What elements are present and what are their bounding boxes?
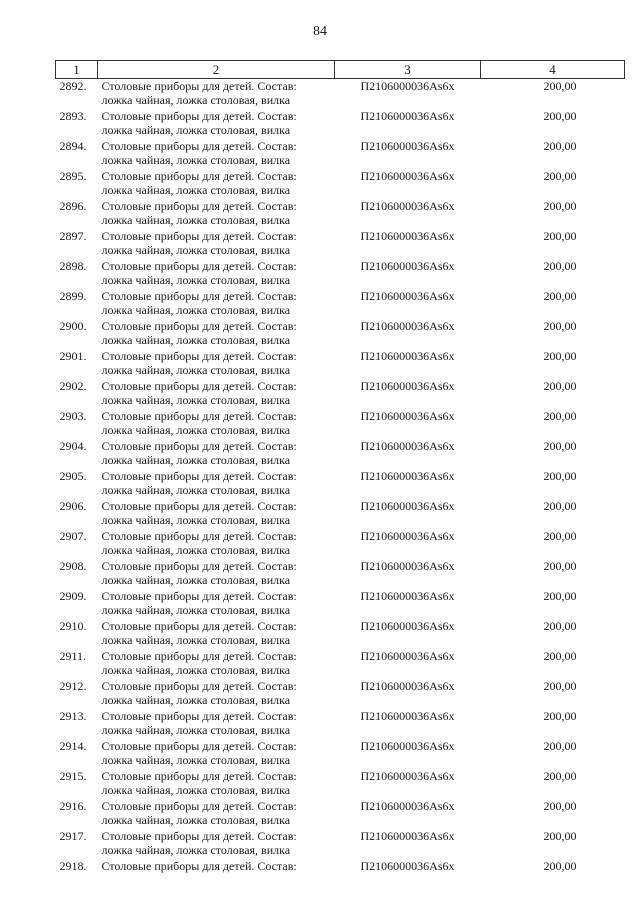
row-number: 2900. [59,319,87,333]
table-row [56,799,625,829]
row-price: 200,00 [543,259,577,273]
table-row [56,649,625,679]
header-row [56,61,625,79]
row-description [98,649,335,679]
description-line-1: Столовые приборы для детей. Состав: [101,469,297,483]
row-price: 200,00 [543,559,577,573]
row-number: 2911. [59,649,87,663]
description-line-1: Столовые приборы для детей. Состав: [101,139,297,153]
row-price: 200,00 [543,409,577,423]
row-price: 200,00 [543,799,577,813]
row-number: 2916. [59,799,87,813]
page-number: 84 [313,24,327,39]
row-price: 200,00 [543,739,577,753]
row-description [98,379,335,409]
description-line-1: Столовые приборы для детей. Состав: [101,499,297,513]
row-description [98,109,335,139]
description-line-2: ложка чайная, ложка столовая, вилка [101,693,291,707]
table-row [56,679,625,709]
description-line-2: ложка чайная, ложка столовая, вилка [101,123,291,137]
description-line-1: Столовые приборы для детей. Состав: [101,829,297,843]
description-line-2: ложка чайная, ложка столовая, вилка [101,423,291,437]
row-number: 2901. [59,349,87,363]
description-line-1: Столовые приборы для детей. Состав: [101,559,297,573]
row-code: П2106000036Аs6х [360,469,455,483]
description-line-1: Столовые приборы для детей. Состав: [101,739,297,753]
description-line-1: Столовые приборы для детей. Состав: [101,679,297,693]
description-line-1: Столовые приборы для детей. Состав: [101,619,297,633]
table-row [56,79,625,110]
description-line-2: ложка чайная, ложка столовая, вилка [101,513,291,527]
table-row [56,709,625,739]
table-row [56,439,625,469]
row-code: П2106000036Аs6х [360,139,455,153]
description-line-1: Столовые приборы для детей. Состав: [101,799,297,813]
table-row [56,829,625,859]
row-price: 200,00 [543,289,577,303]
header-col-2: 2 [98,61,335,79]
description-line-2: ложка чайная, ложка столовая, вилка [101,633,291,647]
row-price: 200,00 [543,829,577,843]
row-code: П2106000036Аs6х [360,199,455,213]
description-line-2: ложка чайная, ложка столовая, вилка [101,843,291,857]
row-description [98,169,335,199]
table-row [56,529,625,559]
description-line-1: Столовые приборы для детей. Состав: [101,409,297,423]
description-line-2: ложка чайная, ложка столовая, вилка [101,603,291,617]
row-price: 200,00 [543,619,577,633]
description-line-1: Столовые приборы для детей. Состав: [101,589,297,603]
price-table [55,60,625,877]
description-line-1: Столовые приборы для детей. Состав: [101,379,297,393]
table-row [56,589,625,619]
row-number: 2915. [59,769,87,783]
row-price: 200,00 [543,199,577,213]
table-row [56,409,625,439]
row-code: П2106000036Аs6х [360,769,455,783]
row-price: 200,00 [543,769,577,783]
table-row [56,619,625,649]
description-line-2: ложка чайная, ложка столовая, вилка [101,303,291,317]
row-number: 2914. [59,739,87,753]
table-row [56,469,625,499]
table-row [56,499,625,529]
description-line-2: ложка чайная, ложка столовая, вилка [101,213,291,227]
description-line-2: ложка чайная, ложка столовая, вилка [101,543,291,557]
table-header [56,61,625,79]
row-description [98,739,335,769]
row-code: П2106000036Аs6х [360,229,455,243]
row-number: 2899. [59,289,87,303]
description-line-1: Столовые приборы для детей. Состав: [101,259,297,273]
row-code: П2106000036Аs6х [360,649,455,663]
description-line-1: Столовые приборы для детей. Состав: [101,649,297,663]
table-row [56,319,625,349]
table-row [56,739,625,769]
row-number: 2905. [59,469,87,483]
description-line-1: Столовые приборы для детей. Состав: [101,439,297,453]
row-description [98,769,335,799]
row-code: П2106000036Аs6х [360,829,455,843]
description-line-2: ложка чайная, ложка столовая, вилка [101,573,291,587]
description-line-1: Столовые приборы для детей. Состав: [101,319,297,333]
table-row [56,109,625,139]
row-number: 2904. [59,439,87,453]
row-description [98,229,335,259]
row-description [98,559,335,589]
row-description [98,499,335,529]
description-line-1: Столовые приборы для детей. Состав: [101,169,297,183]
row-code: П2106000036Аs6х [360,679,455,693]
table-row [56,199,625,229]
header-col-4: 4 [481,61,625,79]
table-row [56,289,625,319]
row-description [98,679,335,709]
row-price: 200,00 [543,229,577,243]
row-price: 200,00 [543,79,577,93]
description-line-1: Столовые приборы для детей. Состав: [101,199,297,213]
description-line-1: Столовые приборы для детей. Состав: [101,109,297,123]
row-description [98,589,335,619]
description-line-2: ложка чайная, ложка столовая, вилка [101,363,291,377]
row-code: П2106000036Аs6х [360,499,455,513]
description-line-2: ложка чайная, ложка столовая, вилка [101,723,291,737]
description-line-2: ложка чайная, ложка столовая, вилка [101,153,291,167]
row-description [98,709,335,739]
row-code: П2106000036Аs6х [360,79,455,93]
row-number: 2912. [59,679,87,693]
description-line-2: ложка чайная, ложка столовая, вилка [101,753,291,767]
description-line-2: ложка чайная, ложка столовая, вилка [101,93,291,107]
row-code: П2106000036Аs6х [360,619,455,633]
row-code: П2106000036Аs6х [360,859,455,873]
description-line-1: Столовые приборы для детей. Состав: [101,769,297,783]
header-col-1: 1 [56,61,98,79]
row-price: 200,00 [543,709,577,723]
row-number: 2895. [59,169,87,183]
row-description [98,469,335,499]
description-line-2: ложка чайная, ложка столовая, вилка [101,273,291,287]
row-number: 2897. [59,229,87,243]
row-description [98,139,335,169]
description-line-1: Столовые приборы для детей. Состав: [101,709,297,723]
table-body [56,79,625,878]
row-description [98,799,335,829]
row-number: 2909. [59,589,87,603]
row-description [98,289,335,319]
row-description [98,439,335,469]
description-line-2: ложка чайная, ложка столовая, вилка [101,183,291,197]
row-price: 200,00 [543,589,577,603]
row-number: 2908. [59,559,87,573]
row-description [98,529,335,559]
row-number: 2902. [59,379,87,393]
row-price: 200,00 [543,139,577,153]
row-number: 2906. [59,499,87,513]
row-code: П2106000036Аs6х [360,109,455,123]
row-number: 2896. [59,199,87,213]
row-description [98,859,335,877]
description-line-2: ложка чайная, ложка столовая, вилка [101,483,291,497]
row-number: 2898. [59,259,87,273]
table-row [56,229,625,259]
row-code: П2106000036Аs6х [360,559,455,573]
description-line-2: ложка чайная, ложка столовая, вилка [101,783,291,797]
row-price: 200,00 [543,319,577,333]
row-description [98,199,335,229]
row-number: 2903. [59,409,87,423]
row-code: П2106000036Аs6х [360,439,455,453]
row-price: 200,00 [543,109,577,123]
table-row [56,259,625,289]
header-col-3: 3 [335,61,481,79]
row-price: 200,00 [543,439,577,453]
table-row [56,769,625,799]
row-number: 2918. [59,859,87,873]
row-price: 200,00 [543,379,577,393]
description-line-2: ложка чайная, ложка столовая, вилка [101,243,291,257]
description-line-2: ложка чайная, ложка столовая, вилка [101,813,291,827]
description-line-1: Столовые приборы для детей. Состав: [101,79,297,93]
description-line-2: ложка чайная, ложка столовая, вилка [101,393,291,407]
row-code: П2106000036Аs6х [360,379,455,393]
table-row [56,559,625,589]
row-code: П2106000036Аs6х [360,589,455,603]
row-code: П2106000036Аs6х [360,739,455,753]
description-line-1: Столовые приборы для детей. Состав: [101,289,297,303]
row-number: 2892. [59,79,87,93]
row-number: 2894. [59,139,87,153]
row-number: 2917. [59,829,87,843]
description-line-2: ложка чайная, ложка столовая, вилка [101,663,291,677]
table-row [56,349,625,379]
row-code: П2106000036Аs6х [360,259,455,273]
row-price: 200,00 [543,649,577,663]
row-price: 200,00 [543,679,577,693]
row-price: 200,00 [543,529,577,543]
description-line-1: Столовые приборы для детей. Состав: [101,229,297,243]
description-line-2: ложка чайная, ложка столовая, вилка [101,333,291,347]
row-number: 2893. [59,109,87,123]
row-description [98,319,335,349]
table-row [56,379,625,409]
row-code: П2106000036Аs6х [360,709,455,723]
row-description [98,349,335,379]
row-code: П2106000036Аs6х [360,349,455,363]
row-code: П2106000036Аs6х [360,799,455,813]
row-code: П2106000036Аs6х [360,529,455,543]
row-code: П2106000036Аs6х [360,289,455,303]
row-description [98,409,335,439]
row-price: 200,00 [543,859,577,873]
row-price: 200,00 [543,169,577,183]
row-code: П2106000036Аs6х [360,319,455,333]
row-description [98,619,335,649]
description-line-1: Столовые приборы для детей. Состав: [101,529,297,543]
row-code: П2106000036Аs6х [360,169,455,183]
row-description [98,79,335,110]
description-line-2: ложка чайная, ложка столовая, вилка [101,453,291,467]
row-description [98,829,335,859]
table-row [56,859,625,877]
row-price: 200,00 [543,499,577,513]
table-row [56,169,625,199]
row-price: 200,00 [543,349,577,363]
row-number: 2907. [59,529,87,543]
row-number: 2913. [59,709,87,723]
row-description [98,259,335,289]
row-number: 2910. [59,619,87,633]
row-price: 200,00 [543,469,577,483]
description-line-1: Столовые приборы для детей. Состав: [101,349,297,363]
row-code: П2106000036Аs6х [360,409,455,423]
table-row [56,139,625,169]
description-line-1: Столовые приборы для детей. Состав: [101,859,297,873]
